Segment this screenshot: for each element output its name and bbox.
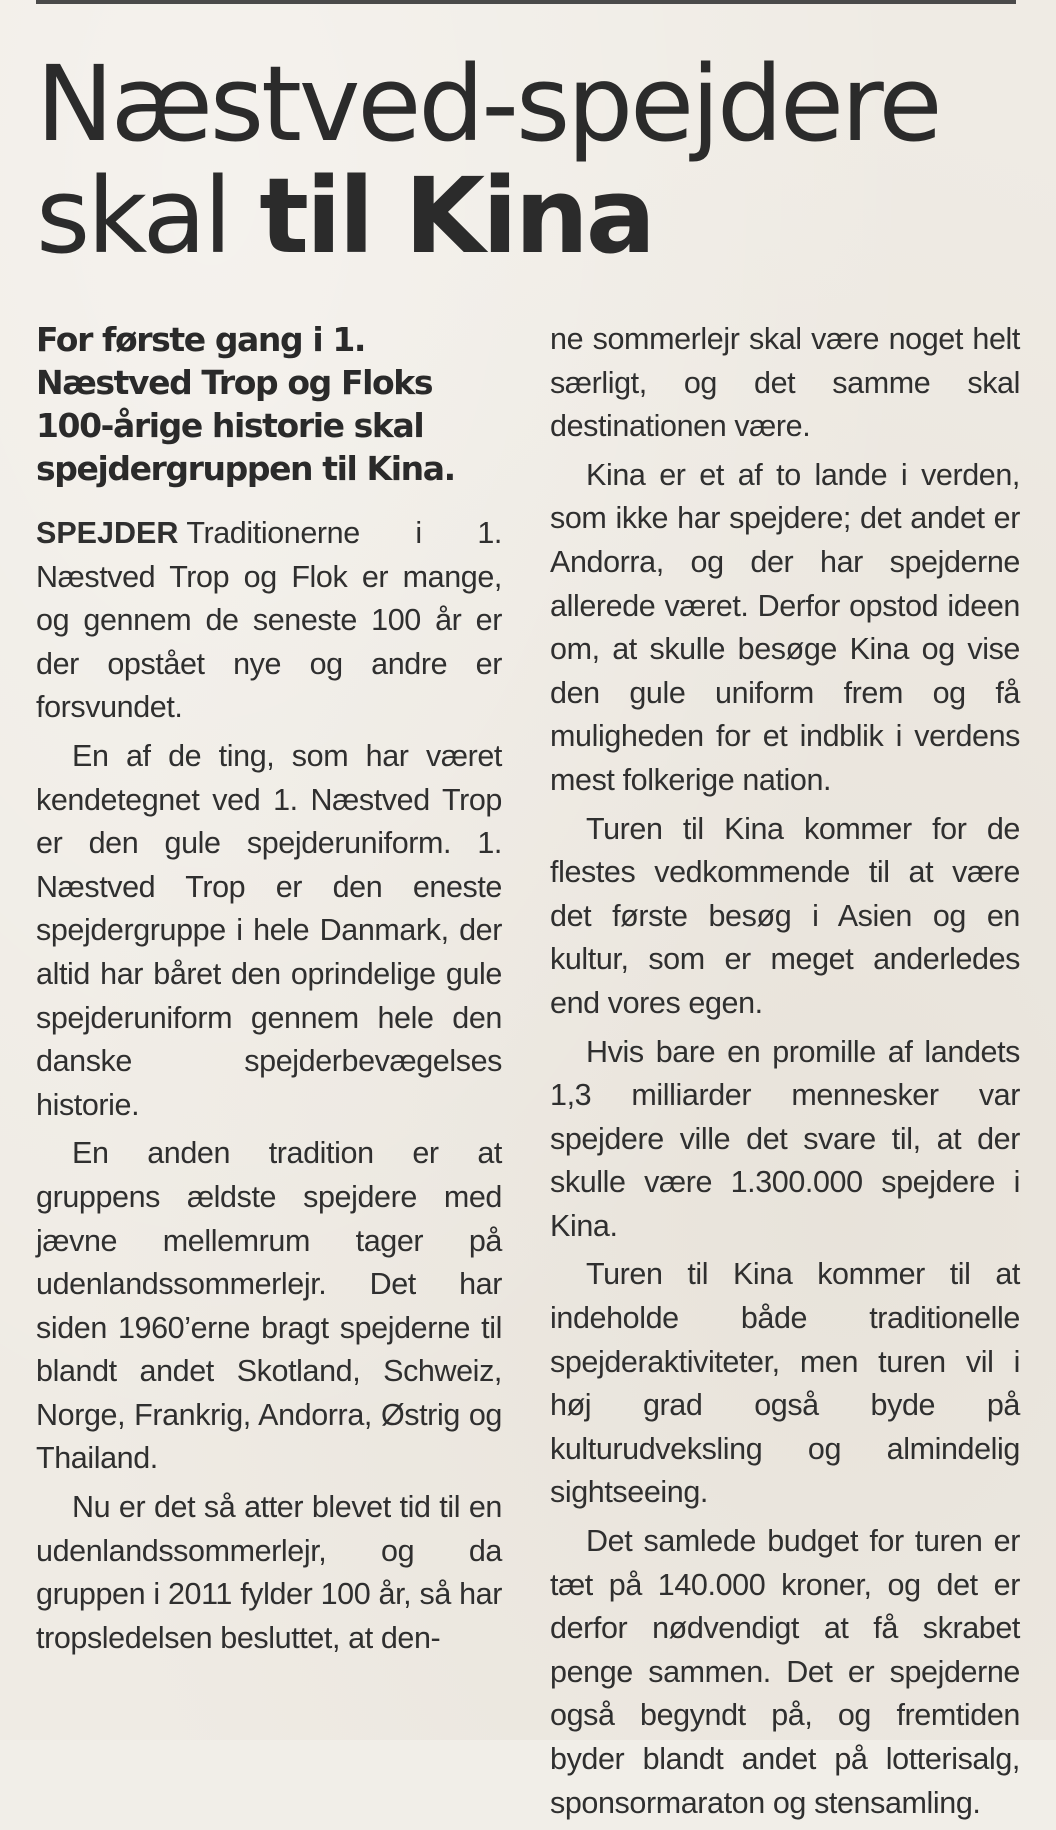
- body-paragraph-10: Det samlede budget for turen er tæt på 140.000 kroner, og det er derfor nødvendigt at få skrabet penge sammen. Det er spejderne også begyndt på, og fremtiden byder blandt andet på lotterisalg, sponsormaraton og stensamling.: [550, 1524, 1020, 1820]
- body-paragraph-8: Hvis bare en promille af landets 1,3 milliarder mennesker var spejdere ville det svare til, at der skulle være 1.300.000 spejdere i Kina.: [550, 1034, 1020, 1243]
- left-column: [36, 318, 502, 1665]
- body-paragraph-9: Turen til Kina kommer til at indeholde både traditionelle spejderaktiviteter, men turen vil i høj grad også byde på kulturudveksling og almindelig sightseeing.: [550, 1257, 1020, 1510]
- headline-line-2-regular: skal: [36, 155, 260, 277]
- lead-paragraph: For første gang i 1. Næstved Trop og Floks 100-årige historie skal spejdergruppen til Kina.: [36, 320, 455, 488]
- headline: [36, 43, 1026, 277]
- headline-line-2-bold: til Kina: [259, 155, 653, 277]
- body-paragraph-6: Kina er et af to lande i verden, som ikke har spejdere; det andet er Andorra, og der har spejderne allerede været. Derfor opstod ideen om, at skulle besøge Kina og vise den gule uniform frem og få muligheden for et indblik i verdens mest folkerige nation.: [550, 457, 1020, 797]
- body-paragraph-1-text: Traditionerne i 1. Næstved Trop og Flok er mange, og gennem de seneste 100 år er der opstået nye og andre er forsvundet.: [36, 516, 502, 725]
- body-paragraph-5: ne sommerlejr skal være noget helt særligt, og det samme skal destinationen være.: [550, 322, 1020, 444]
- body-paragraph-3: En anden tradition er at gruppens ældste spejdere med jævne mellemrum tager på udenlandssommerlejr. Det har siden 1960’erne bragt spejderne til blandt andet Skotland, Schweiz, Norge, Frankrig, Andorra, Østrig og Thailand.: [36, 1136, 502, 1476]
- top-rule: [36, 0, 1016, 4]
- headline-line-1: Næstved-spejdere: [36, 43, 940, 165]
- body-paragraph-1: [36, 512, 502, 730]
- body-paragraph-2: En af de ting, som har været kendetegnet ved 1. Næstved Trop er den gule spejderuniform. 1. Næstved Trop er den eneste spejdergruppe i hele Danmark, der altid har båret den oprindelige gule spejderuniform gennem hele den danske spejderbevægelses historie.: [36, 738, 502, 1122]
- right-column: [550, 318, 1020, 1830]
- body-paragraph-4: Nu er det så atter blevet tid til en udenlandssommerlejr, og da gruppen i 2011 fylder 100 år, så har tropsledelsen besluttet, at den-: [36, 1490, 502, 1655]
- body-paragraph-7: Turen til Kina kommer for de flestes vedkommende til at være det første besøg i Asien og en kultur, som er meget anderledes end vores egen.: [550, 811, 1020, 1020]
- section-kicker: SPEJDER: [36, 516, 179, 550]
